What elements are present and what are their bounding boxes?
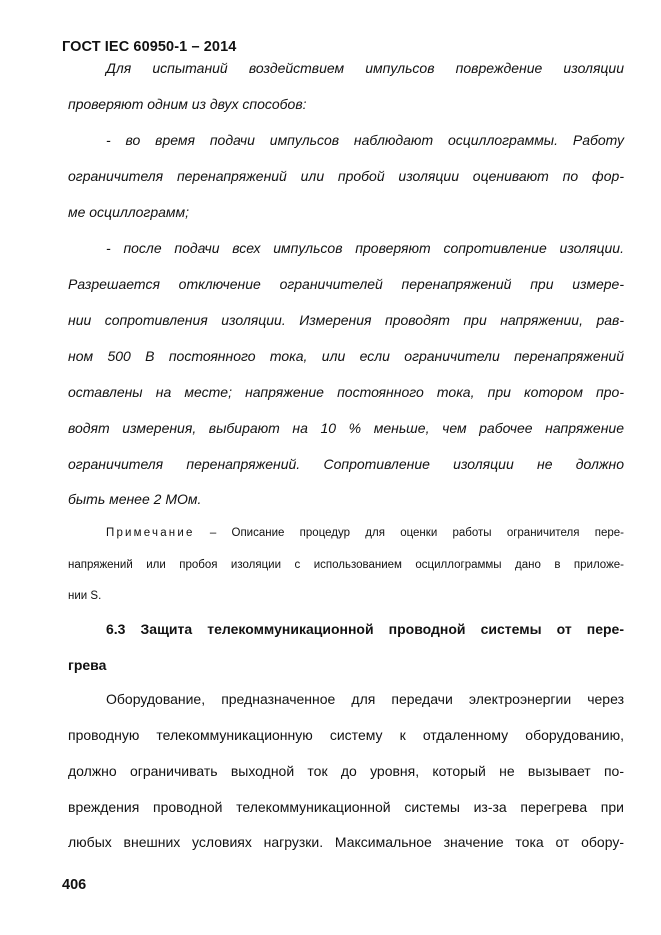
text-line: водят измерения, выбирают на 10 % меньше, чем рабочее напряжение (68, 420, 624, 436)
note-line (106, 527, 624, 539)
text-line: Оборудование, предназначенное для передачи электроэнергии через (106, 691, 624, 707)
text-line: проверяют одним из двух способов: (68, 96, 307, 112)
text-line: нии сопротивления изоляции. Измерения проводят при напряжении, рав- (68, 312, 624, 328)
section-heading: грева (68, 657, 107, 673)
note-label: Примечание (106, 527, 195, 539)
text-line: проводную телекоммуникационную систему к отдаленному оборудованию, (68, 727, 624, 743)
text-line: вреждения проводной телекоммуникационной системы из-за перегрева при (68, 799, 624, 815)
text-line: оставлены на месте; напряжение постоянного тока, при котором про- (68, 384, 624, 400)
text-line: Разрешается отключение ограничителей перенапряжений при измере- (68, 276, 624, 292)
document-header: ГОСТ IEC 60950-1 – 2014 (62, 39, 237, 55)
text-line: ограничителя перенапряжений. Сопротивление изоляции не должно (68, 456, 624, 472)
text-line: Для испытаний воздействием импульсов повреждение изоляции (106, 60, 624, 76)
note-text: – Описание процедур для оценки работы ограничителя пере- (194, 527, 624, 539)
text-line: - после подачи всех импульсов проверяют сопротивление изоляции. (106, 240, 624, 256)
text-line: ном 500 В постоянного тока, или если ограничители перенапряжений (68, 348, 624, 364)
text-line: любых внешних условиях нагрузки. Максимальное значение тока от обору- (68, 834, 624, 850)
page-number: 406 (62, 877, 87, 893)
text-line: - во время подачи импульсов наблюдают осциллограммы. Работу (106, 132, 624, 148)
section-heading: 6.3 Защита телекоммуникационной проводной системы от пере- (106, 621, 624, 637)
note-line: нии S. (68, 590, 102, 602)
text-line: быть менее 2 МОм. (68, 491, 202, 507)
text-line: ограничителя перенапряжений или пробой изоляции оценивают по фор- (68, 168, 624, 184)
note-line: напряжений или пробоя изоляции с использованием осциллограммы дано в приложе- (68, 559, 624, 571)
text-line: должно ограничивать выходной ток до уровня, который не вызывает по- (68, 763, 624, 779)
text-line: ме осциллограмм; (68, 204, 189, 220)
